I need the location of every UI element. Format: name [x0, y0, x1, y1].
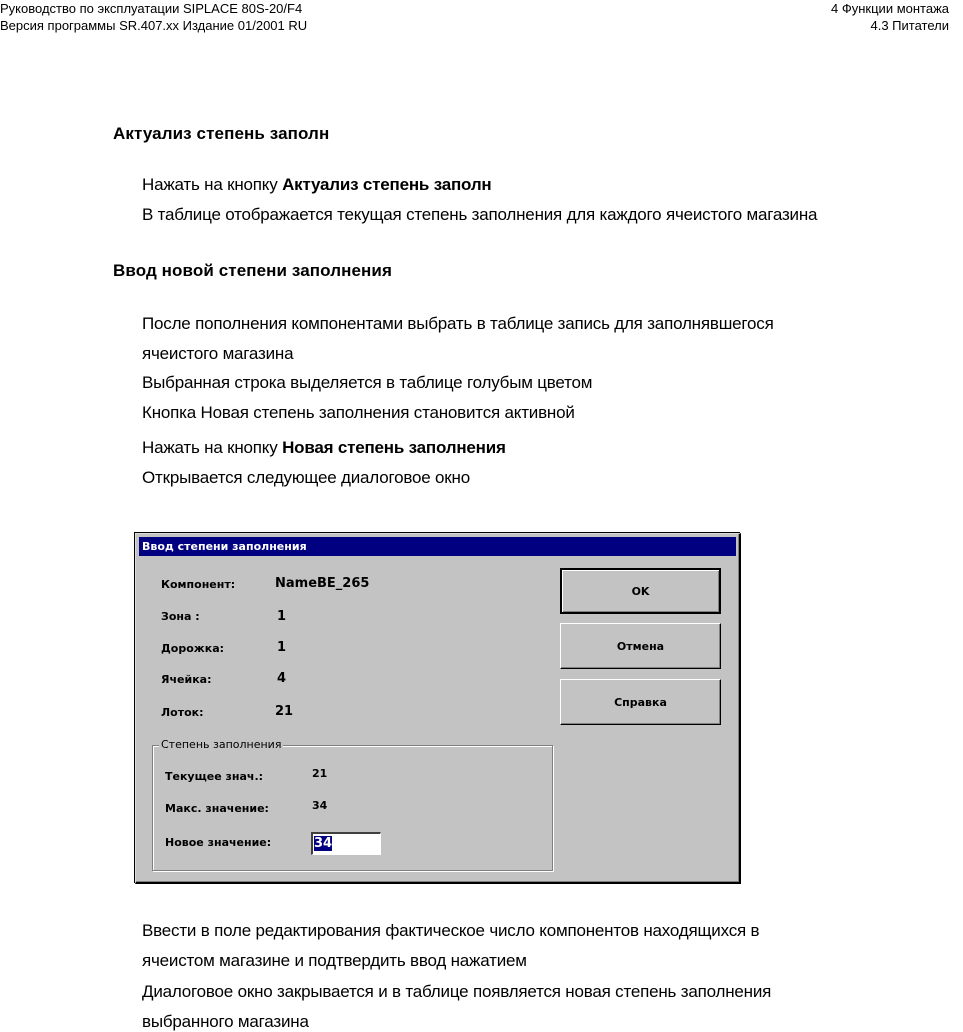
- instruction-press-new: [142, 438, 506, 458]
- tray-label: Лоток:: [161, 706, 204, 719]
- component-value: NameBE_265: [275, 576, 370, 591]
- dialog-titlebar: Ввод степени заполнения: [139, 537, 736, 556]
- button-reference: Актуализ степень заполн: [282, 175, 492, 194]
- max-value: 34: [312, 799, 328, 812]
- component-label: Компонент:: [161, 578, 236, 591]
- instruction-press-update: [142, 175, 491, 195]
- max-value-label: Макс. значение:: [165, 802, 269, 815]
- instruction-result: В таблице отображается текущая степень заполнения для каждого ячеистого магазина: [142, 205, 818, 224]
- tray-value: 21: [275, 704, 294, 719]
- ok-button[interactable]: OK: [560, 568, 721, 614]
- track-label: Дорожка:: [161, 642, 225, 655]
- current-value: 21: [312, 767, 328, 780]
- instruction-line: Диалоговое окно закрывается и в таблице появляется новая степень заполнения: [142, 982, 772, 1001]
- track-value: 1: [277, 640, 287, 655]
- header-doc-title: Руководство по эксплуатации SIPLACE 80S-20/F4: [0, 1, 303, 16]
- instruction-line: ячеистом магазине и подтвердить ввод нажатием: [142, 951, 527, 970]
- instruction-line: После пополнения компонентами выбрать в таблице запись для заполнявшегося: [142, 314, 774, 333]
- header-version: Версия программы SR.407.xx Издание 01/2001 RU: [0, 18, 308, 33]
- fill-level-dialog: [135, 533, 741, 884]
- selected-text: 34: [314, 836, 333, 851]
- cancel-button[interactable]: Отмена: [560, 623, 721, 669]
- new-value-label: Новое значение:: [165, 836, 272, 849]
- help-button[interactable]: Справка: [560, 679, 721, 725]
- new-value-input[interactable]: [311, 832, 381, 855]
- groupbox-legend: Степень заполнения: [161, 738, 282, 751]
- cell-value: 4: [277, 671, 287, 686]
- cell-label: Ячейка:: [161, 673, 212, 686]
- section-title-update-fill: Актуализ степень заполн: [113, 124, 330, 143]
- current-value-label: Текущее знач.:: [165, 770, 264, 783]
- instruction-line: Кнопка Новая степень заполнения становится активной: [142, 403, 575, 422]
- instruction-line: Открывается следующее диалоговое окно: [142, 468, 470, 487]
- instruction-text: Нажать на кнопку: [142, 175, 283, 194]
- zone-label: Зона :: [161, 610, 200, 623]
- instruction-line: Выбранная строка выделяется в таблице голубым цветом: [142, 373, 593, 392]
- instruction-line: ячеистого магазина: [142, 344, 294, 363]
- button-reference: Новая степень заполнения: [282, 438, 506, 457]
- instruction-line: выбранного магазина: [142, 1012, 309, 1031]
- header-chapter: 4 Функции монтажа: [831, 1, 949, 16]
- section-title-new-fill: Ввод новой степени заполнения: [113, 261, 392, 280]
- zone-value: 1: [277, 609, 287, 624]
- instruction-text: Нажать на кнопку: [142, 438, 283, 457]
- fill-level-groupbox: [152, 738, 553, 871]
- header-section: 4.3 Питатели: [870, 18, 949, 33]
- instruction-line: Ввести в поле редактирования фактическое число компонентов находящихся в: [142, 921, 760, 940]
